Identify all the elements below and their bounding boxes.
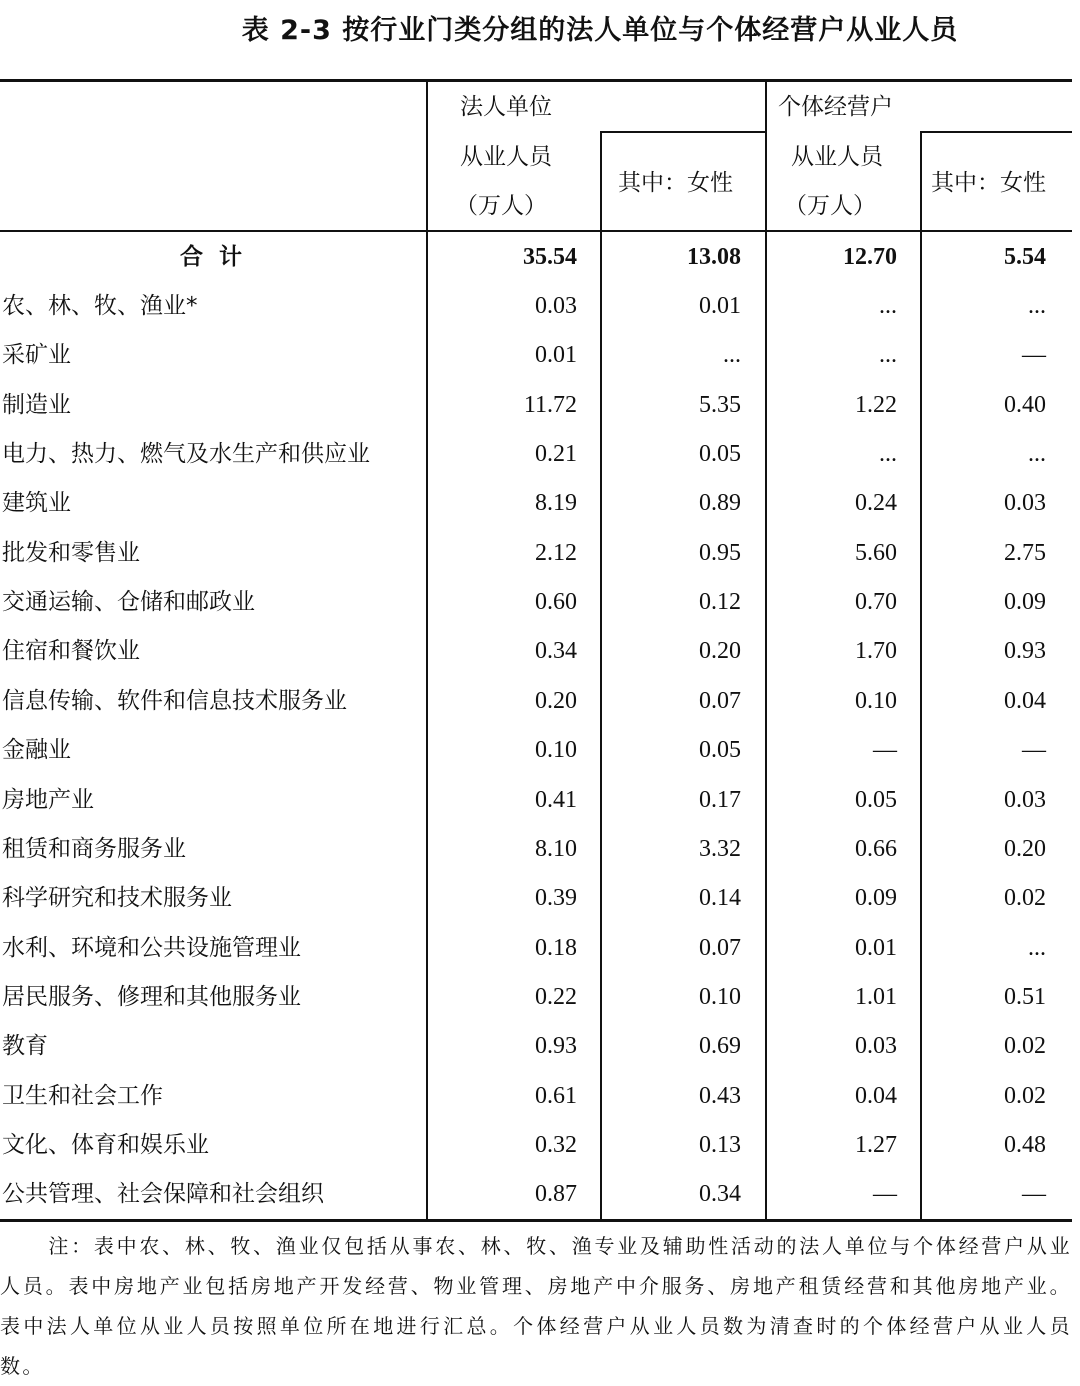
legal-female-cell: 0.05 — [699, 441, 741, 467]
legal-female-cell: 0.17 — [699, 787, 741, 813]
legal-female-cell: 3.32 — [699, 836, 741, 862]
individual-female-cell: 0.40 — [1004, 392, 1046, 418]
legal-employees-cell: 0.32 — [535, 1132, 577, 1158]
header-legal-unit-text: （万人） — [455, 193, 547, 219]
legal-female-cell: 0.01 — [699, 293, 741, 319]
total-legal-employees: 35.54 — [523, 244, 577, 270]
table-note-text: 注：表中农、林、牧、渔业仅包括从事农、林、牧、渔专业及辅助性活动的法人单位与个体经营户从业人员。表中房地产业包括房地产开发经营、物业管理、房地产中介服务、房地产租赁经营和其他房地产业。表中法人单位从业人员按照单位所在地进行汇总。个体经营户从业人员数为清查时的个体经营户从业人员数。 — [0, 1234, 1072, 1378]
industry-label: 农、林、牧、渔业* — [2, 293, 198, 319]
individual-employees-cell: 0.09 — [855, 885, 897, 911]
legal-female-cell: 0.34 — [699, 1181, 741, 1207]
legal-employees-cell: 0.01 — [535, 342, 577, 368]
legal-female-cell: 0.89 — [699, 490, 741, 516]
individual-female-cell: ... — [1028, 293, 1046, 319]
individual-female-cell: 0.20 — [1004, 836, 1046, 862]
header-individual-business: 个体经营户 — [778, 94, 893, 120]
legal-employees-cell: 2.12 — [535, 540, 577, 566]
column-divider — [765, 81, 767, 1220]
individual-female-cell: 2.75 — [1004, 540, 1046, 566]
individual-employees-cell: ... — [879, 342, 897, 368]
individual-female-cell: 0.02 — [1004, 885, 1046, 911]
industry-label: 教育 — [2, 1033, 48, 1059]
individual-female-cell: — — [1022, 1181, 1046, 1207]
legal-female-cell: 0.13 — [699, 1132, 741, 1158]
header-legal-unit: 法人单位 — [460, 94, 552, 120]
legal-employees-cell: 0.87 — [535, 1181, 577, 1207]
header-bottom-rule — [0, 230, 1072, 232]
individual-employees-cell: 0.70 — [855, 589, 897, 615]
legal-female-cell: 0.20 — [699, 638, 741, 664]
legal-female-cell: 0.05 — [699, 737, 741, 763]
legal-female-cell: 0.12 — [699, 589, 741, 615]
legal-employees-cell: 8.19 — [535, 490, 577, 516]
column-divider — [600, 131, 602, 1220]
header-individual-female: 其中：女性 — [931, 170, 1046, 196]
industry-label: 制造业 — [2, 392, 71, 418]
individual-employees-cell: 0.01 — [855, 935, 897, 961]
industry-label: 租赁和商务服务业 — [2, 836, 186, 862]
header-legal-female: 其中：女性 — [618, 170, 733, 196]
individual-employees-cell: 1.01 — [855, 984, 897, 1010]
total-row-label: 合 计 — [180, 244, 247, 270]
industry-label: 文化、体育和娱乐业 — [2, 1132, 209, 1158]
individual-employees-cell: 1.70 — [855, 638, 897, 664]
header-legal-employees: 从业人员 — [460, 144, 552, 170]
industry-label: 采矿业 — [2, 342, 71, 368]
individual-employees-cell: — — [873, 737, 897, 763]
industry-label: 水利、环境和公共设施管理业 — [2, 935, 301, 961]
individual-employees-cell: 0.04 — [855, 1083, 897, 1109]
individual-female-cell: ... — [1028, 935, 1046, 961]
individual-female-cell: 0.03 — [1004, 787, 1046, 813]
table-title: 表 2-3 按行业门类分组的法人单位与个体经营户从业人员 — [241, 15, 959, 46]
legal-employees-cell: 8.10 — [535, 836, 577, 862]
column-divider — [426, 81, 428, 1220]
individual-employees-cell: 1.22 — [855, 392, 897, 418]
legal-employees-cell: 0.60 — [535, 589, 577, 615]
industry-label: 科学研究和技术服务业 — [2, 885, 232, 911]
individual-employees-cell: ... — [879, 441, 897, 467]
legal-employees-cell: 0.21 — [535, 441, 577, 467]
industry-label: 电力、热力、燃气及水生产和供应业 — [2, 441, 370, 467]
individual-female-cell: 0.09 — [1004, 589, 1046, 615]
legal-employees-cell: 0.10 — [535, 737, 577, 763]
legal-employees-cell: 0.03 — [535, 293, 577, 319]
individual-female-cell: 0.48 — [1004, 1132, 1046, 1158]
legal-employees-cell: 0.34 — [535, 638, 577, 664]
total-individual-female: 5.54 — [1004, 244, 1046, 270]
legal-employees-cell: 0.41 — [535, 787, 577, 813]
individual-employees-cell: ... — [879, 293, 897, 319]
industry-label: 居民服务、修理和其他服务业 — [2, 984, 301, 1010]
industry-label: 住宿和餐饮业 — [2, 638, 140, 664]
industry-label: 房地产业 — [2, 787, 94, 813]
individual-employees-cell: 0.05 — [855, 787, 897, 813]
legal-employees-cell: 0.20 — [535, 688, 577, 714]
individual-female-cell: 0.51 — [1004, 984, 1046, 1010]
legal-female-cell: 0.10 — [699, 984, 741, 1010]
subheader-rule-individual — [921, 131, 1072, 133]
industry-label: 交通运输、仓储和邮政业 — [2, 589, 255, 615]
individual-employees-cell: 0.03 — [855, 1033, 897, 1059]
individual-female-cell: — — [1022, 342, 1046, 368]
individual-employees-cell: — — [873, 1181, 897, 1207]
individual-female-cell: 0.02 — [1004, 1033, 1046, 1059]
legal-employees-cell: 0.39 — [535, 885, 577, 911]
individual-employees-cell: 0.24 — [855, 490, 897, 516]
industry-label: 公共管理、社会保障和社会组织 — [2, 1181, 324, 1207]
total-individual-employees: 12.70 — [843, 244, 897, 270]
table-note — [0, 1226, 1072, 1386]
legal-employees-cell: 0.22 — [535, 984, 577, 1010]
top-rule — [0, 79, 1072, 82]
legal-female-cell: 0.07 — [699, 688, 741, 714]
legal-employees-cell: 11.72 — [523, 392, 577, 418]
legal-female-cell: 0.69 — [699, 1033, 741, 1059]
individual-employees-cell: 5.60 — [855, 540, 897, 566]
industry-label: 卫生和社会工作 — [2, 1083, 163, 1109]
industry-label: 金融业 — [2, 737, 71, 763]
legal-female-cell: ... — [723, 342, 741, 368]
legal-female-cell: 5.35 — [699, 392, 741, 418]
legal-employees-cell: 0.18 — [535, 935, 577, 961]
individual-employees-cell: 0.10 — [855, 688, 897, 714]
legal-employees-cell: 0.61 — [535, 1083, 577, 1109]
industry-label: 批发和零售业 — [2, 540, 140, 566]
legal-female-cell: 0.43 — [699, 1083, 741, 1109]
header-individual-employees: 从业人员 — [791, 144, 883, 170]
legal-female-cell: 0.14 — [699, 885, 741, 911]
individual-female-cell: 0.03 — [1004, 490, 1046, 516]
individual-employees-cell: 0.66 — [855, 836, 897, 862]
subheader-rule-legal — [601, 131, 765, 133]
individual-employees-cell: 1.27 — [855, 1132, 897, 1158]
legal-employees-cell: 0.93 — [535, 1033, 577, 1059]
individual-female-cell: 0.93 — [1004, 638, 1046, 664]
column-divider — [920, 131, 922, 1220]
individual-female-cell: ... — [1028, 441, 1046, 467]
header-individual-unit-text: （万人） — [784, 193, 876, 219]
individual-female-cell: — — [1022, 737, 1046, 763]
legal-female-cell: 0.95 — [699, 540, 741, 566]
legal-female-cell: 0.07 — [699, 935, 741, 961]
individual-female-cell: 0.02 — [1004, 1083, 1046, 1109]
individual-female-cell: 0.04 — [1004, 688, 1046, 714]
total-legal-female: 13.08 — [687, 244, 741, 270]
bottom-rule — [0, 1219, 1072, 1222]
industry-label: 信息传输、软件和信息技术服务业 — [2, 688, 347, 714]
industry-label: 建筑业 — [2, 490, 71, 516]
